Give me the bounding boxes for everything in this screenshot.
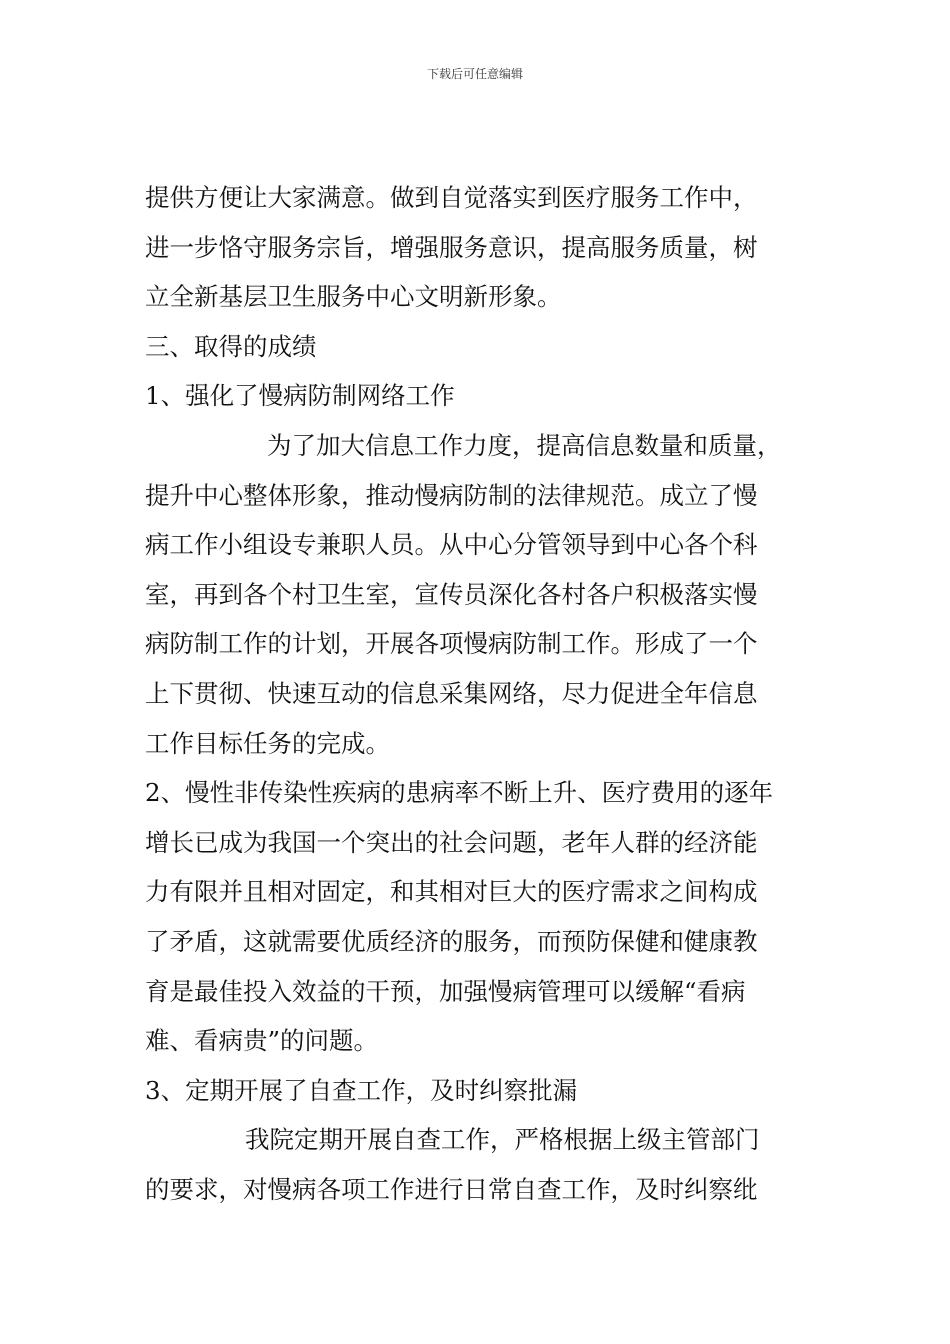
body-line: 难、看病贵”的问题。 bbox=[145, 1026, 379, 1056]
body-line: 室，再到各个村卫生室，宣传员深化各村各户积极落实慢 bbox=[145, 579, 758, 609]
body-line: 进一步恪守服务宗旨，增强服务意识，提高服务质量，树 bbox=[145, 232, 758, 262]
body-line: 增长已成为我国一个突出的社会问题，老年人群的经济能 bbox=[145, 827, 758, 857]
body-line: 提升中心整体形象，推动慢病防制的法律规范。成立了慢 bbox=[145, 480, 758, 510]
body-line: 病防制工作的计划，开展各项慢病防制工作。形成了一个 bbox=[145, 629, 758, 659]
body-line: 育是最佳投入效益的干预，加强慢病管理可以缓解“看病 bbox=[145, 976, 746, 1006]
body-line: 工作目标任务的完成。 bbox=[145, 728, 390, 758]
page-header: 下载后可任意编辑 bbox=[426, 67, 523, 81]
body-line: 为了加大信息工作力度，提高信息数量和质量， bbox=[267, 430, 782, 460]
document-body bbox=[145, 173, 805, 1214]
body-line: 提供方便让大家满意。做到自觉落实到医疗服务工作中， bbox=[145, 183, 758, 212]
body-line: 立全新基层卫生服务中心文明新形象。 bbox=[145, 282, 562, 312]
body-line: 2、慢性非传染性疾病的患病率不断上升、医疗费用的逐年 bbox=[145, 778, 774, 808]
body-line: 力有限并且相对固定，和其相对巨大的医疗需求之间构成 bbox=[145, 877, 758, 907]
body-line: 的要求，对慢病各项工作进行日常自查工作，及时纠察纰 bbox=[145, 1174, 758, 1204]
subsection-heading: 3、定期开展了自查工作，及时纠察批漏 bbox=[145, 1075, 578, 1105]
body-line: 上下贯彻、快速互动的信息采集网络，尽力促进全年信息 bbox=[145, 678, 758, 708]
subsection-heading: 1、强化了慢病防制网络工作 bbox=[145, 381, 455, 411]
body-line: 病工作小组设专兼职人员。从中心分管领导到中心各个科 bbox=[145, 530, 758, 560]
body-line: 了矛盾，这就需要优质经济的服务，而预防保健和健康教 bbox=[145, 926, 758, 956]
section-heading: 三、取得的成绩 bbox=[145, 331, 317, 361]
body-line: 我院定期开展自查工作，严格根据上级主管部门 bbox=[245, 1125, 760, 1155]
